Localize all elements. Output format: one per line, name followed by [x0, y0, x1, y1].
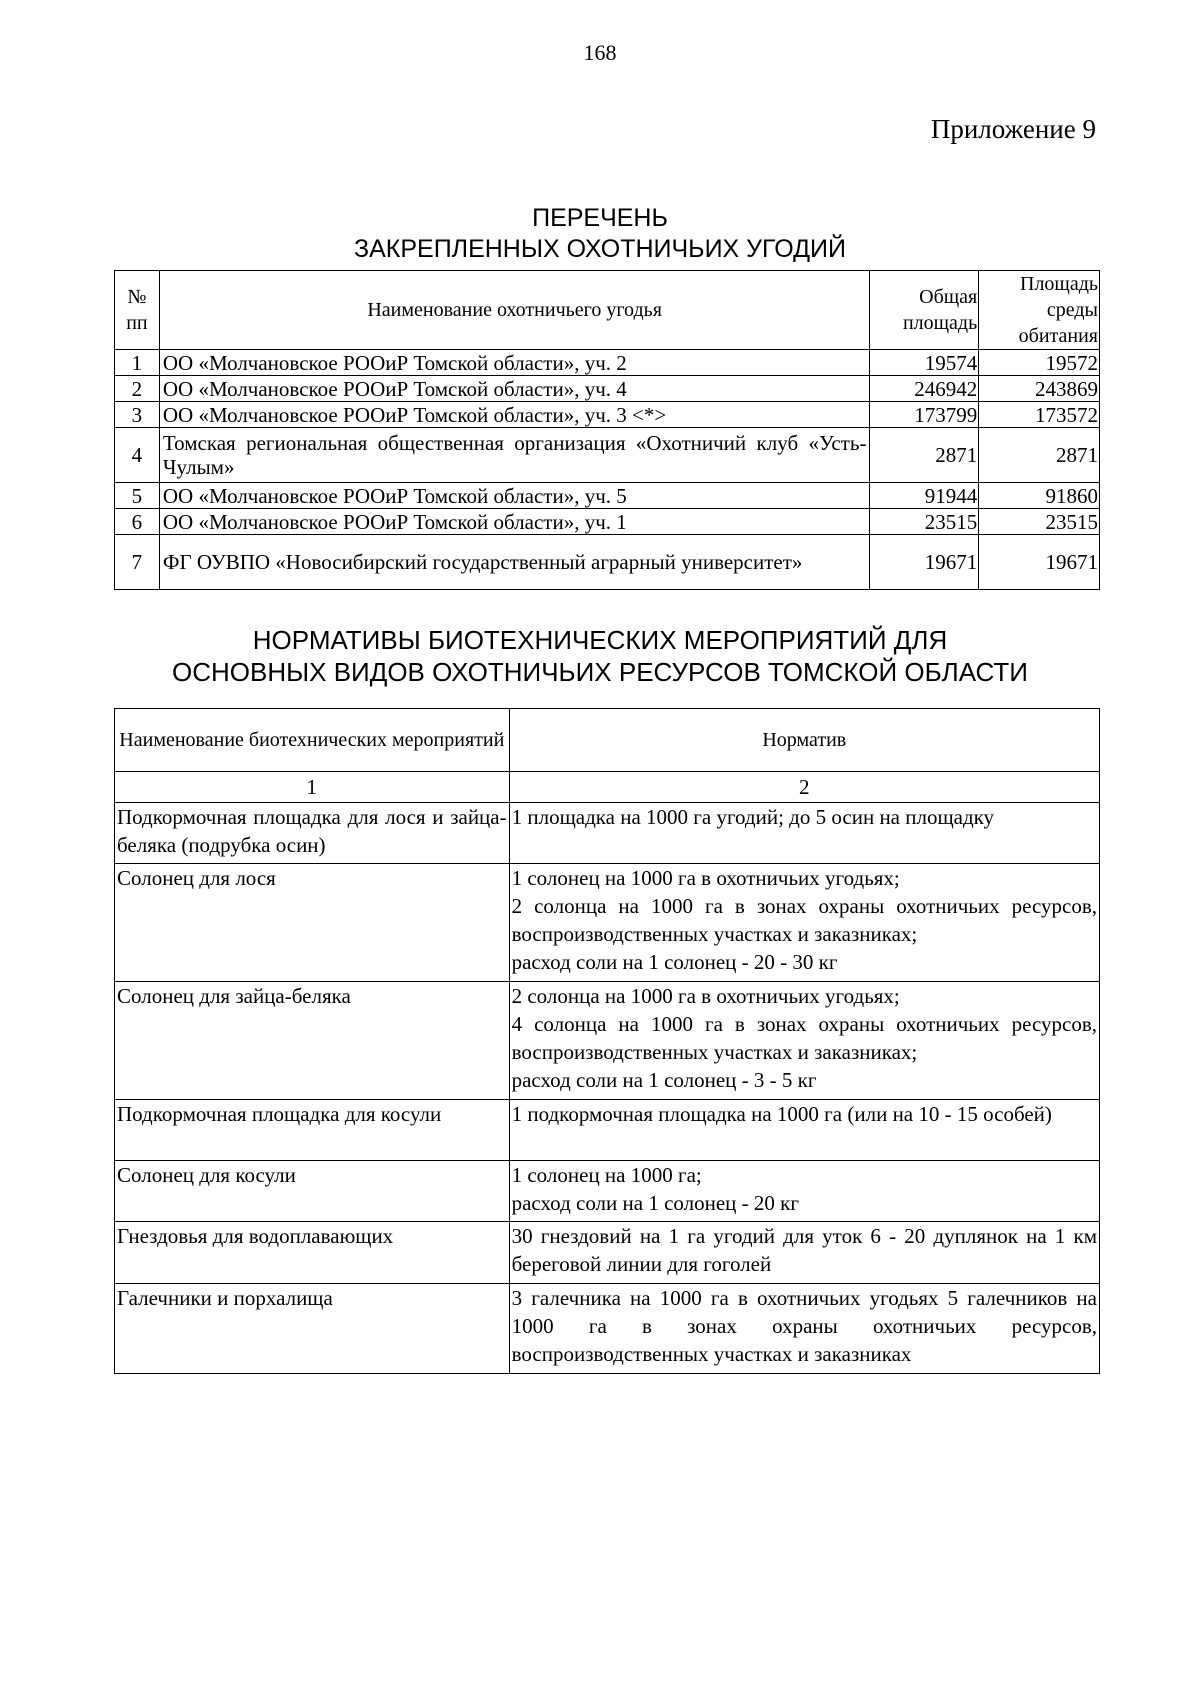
measure-name: Солонец для зайца-беляка [115, 982, 510, 1100]
row-name: Томская региональная общественная организация «Охотничий клуб «Усть-Чулым» [159, 428, 870, 483]
row-name: ОО «Молчановское РООиР Томской области», уч. 2 [159, 350, 870, 376]
row-num: 7 [115, 535, 160, 590]
norm-text [509, 1284, 1099, 1374]
table-row [115, 402, 1100, 428]
measure-name: Солонец для лося [115, 864, 510, 982]
row-total: 173799 [870, 402, 979, 428]
table-row [115, 483, 1100, 509]
column-header-measure: Наименование биотехнических мероприятий [115, 709, 510, 772]
list-title [0, 203, 1200, 265]
row-total: 91944 [870, 483, 979, 509]
table-row [115, 535, 1100, 590]
norm-line: 1 подкормочная площадка на 1000 га (или на 10 - 15 особей) [511, 1102, 1052, 1126]
hunting-grounds-table [114, 270, 1100, 590]
norm-line: 1 солонец на 1000 га в охотничьих угодьях; [511, 866, 900, 890]
measure-name: Подкормочная площадка для косули [115, 1100, 510, 1161]
table-row [115, 864, 1100, 982]
row-habitat: 91860 [979, 483, 1100, 509]
norm-line: 3 галечника на 1000 га в охотничьих угодьях 5 галечников на 1000 га в зонах охраны охотничьих ресурсов, воспроизводственных участках и заказниках [511, 1286, 1097, 1366]
column-header-total: Общая площадь [870, 271, 979, 350]
norm-line: 4 солонца на 1000 га в зонах охраны охотничьих ресурсов, воспроизводственных участках и заказниках; [511, 1012, 1097, 1064]
row-num: 6 [115, 509, 160, 535]
norm-line: расход соли на 1 солонец - 20 кг [511, 1191, 799, 1215]
norm-text [509, 864, 1099, 982]
appendix-label: Приложение 9 [930, 114, 1096, 144]
norm-line: 30 гнездовий на 1 га угодий для уток 6 - 20 дуплянок на 1 км береговой линии для гоголей [511, 1224, 1097, 1276]
norm-line: 1 площадка на 1000 га угодий; до 5 осин на площадку [511, 805, 995, 829]
column-index-1: 1 [115, 772, 510, 803]
column-header-num: № пп [115, 271, 160, 350]
row-habitat: 243869 [979, 376, 1100, 402]
column-header-norm: Норматив [509, 709, 1099, 772]
column-index-2: 2 [509, 772, 1099, 803]
list-title-line2: ЗАКРЕПЛЕННЫХ ОХОТНИЧЬИХ УГОДИЙ [354, 235, 846, 263]
table-row [115, 1100, 1100, 1161]
row-num: 2 [115, 376, 160, 402]
row-num: 4 [115, 428, 160, 483]
table-row [115, 803, 1100, 864]
table-row [115, 982, 1100, 1100]
row-name: ОО «Молчановское РООиР Томской области», уч. 5 [159, 483, 870, 509]
norms-title-line2: ОСНОВНЫХ ВИДОВ ОХОТНИЧЬИХ РЕСУРСОВ ТОМСКОЙ ОБЛАСТИ [172, 657, 1028, 687]
row-habitat: 23515 [979, 509, 1100, 535]
row-name: ФГ ОУВПО «Новосибирский государственный аграрный университет» [159, 535, 870, 590]
row-habitat: 19572 [979, 350, 1100, 376]
row-total: 23515 [870, 509, 979, 535]
norms-title-line1: НОРМАТИВЫ БИОТЕХНИЧЕСКИХ МЕРОПРИЯТИЙ ДЛЯ [252, 625, 948, 655]
norm-line: 2 солонца на 1000 га в зонах охраны охотничьих ресурсов, воспроизводственных участках и заказниках; [511, 894, 1097, 946]
row-num: 3 [115, 402, 160, 428]
table-row [115, 1222, 1100, 1284]
measure-name: Солонец для косули [115, 1161, 510, 1222]
row-habitat: 2871 [979, 428, 1100, 483]
row-name: ОО «Молчановское РООиР Томской области», уч. 1 [159, 509, 870, 535]
table-row [115, 376, 1100, 402]
page-number: 168 [583, 40, 617, 65]
row-name: ОО «Молчановское РООиР Томской области», уч. 3 <*> [159, 402, 870, 428]
row-num: 1 [115, 350, 160, 376]
norms-title [0, 624, 1200, 688]
row-num: 5 [115, 483, 160, 509]
norm-line: расход соли на 1 солонец - 3 - 5 кг [511, 1068, 817, 1092]
list-title-line1: ПЕРЕЧЕНЬ [532, 204, 668, 232]
column-index-row [115, 772, 1100, 803]
measure-name: Гнездовья для водоплавающих [115, 1222, 510, 1284]
column-header-habitat: Площадь среды обитания [979, 271, 1100, 350]
row-total: 19574 [870, 350, 979, 376]
norm-text [509, 1222, 1099, 1284]
table-row [115, 1161, 1100, 1222]
row-total: 2871 [870, 428, 979, 483]
norm-line: 2 солонца на 1000 га в охотничьих угодьях; [511, 984, 900, 1008]
table-row [115, 1284, 1100, 1374]
table-header-row [115, 271, 1100, 350]
norm-text [509, 803, 1099, 864]
norm-line: 1 солонец на 1000 га; [511, 1163, 702, 1187]
table-row [115, 350, 1100, 376]
row-name: ОО «Молчановское РООиР Томской области», уч. 4 [159, 376, 870, 402]
row-habitat: 19671 [979, 535, 1100, 590]
measure-name: Галечники и порхалища [115, 1284, 510, 1374]
table-row [115, 428, 1100, 483]
biotechnical-norms-table [114, 708, 1100, 1374]
row-total: 246942 [870, 376, 979, 402]
norm-line: расход соли на 1 солонец - 20 - 30 кг [511, 950, 838, 974]
column-header-name: Наименование охотничьего угодья [159, 271, 870, 350]
norm-text [509, 982, 1099, 1100]
norm-text [509, 1161, 1099, 1222]
table-row [115, 509, 1100, 535]
row-habitat: 173572 [979, 402, 1100, 428]
row-total: 19671 [870, 535, 979, 590]
measure-name: Подкормочная площадка для лося и зайца-беляка (подрубка осин) [115, 803, 510, 864]
table-header-row [115, 709, 1100, 772]
norm-text [509, 1100, 1099, 1161]
